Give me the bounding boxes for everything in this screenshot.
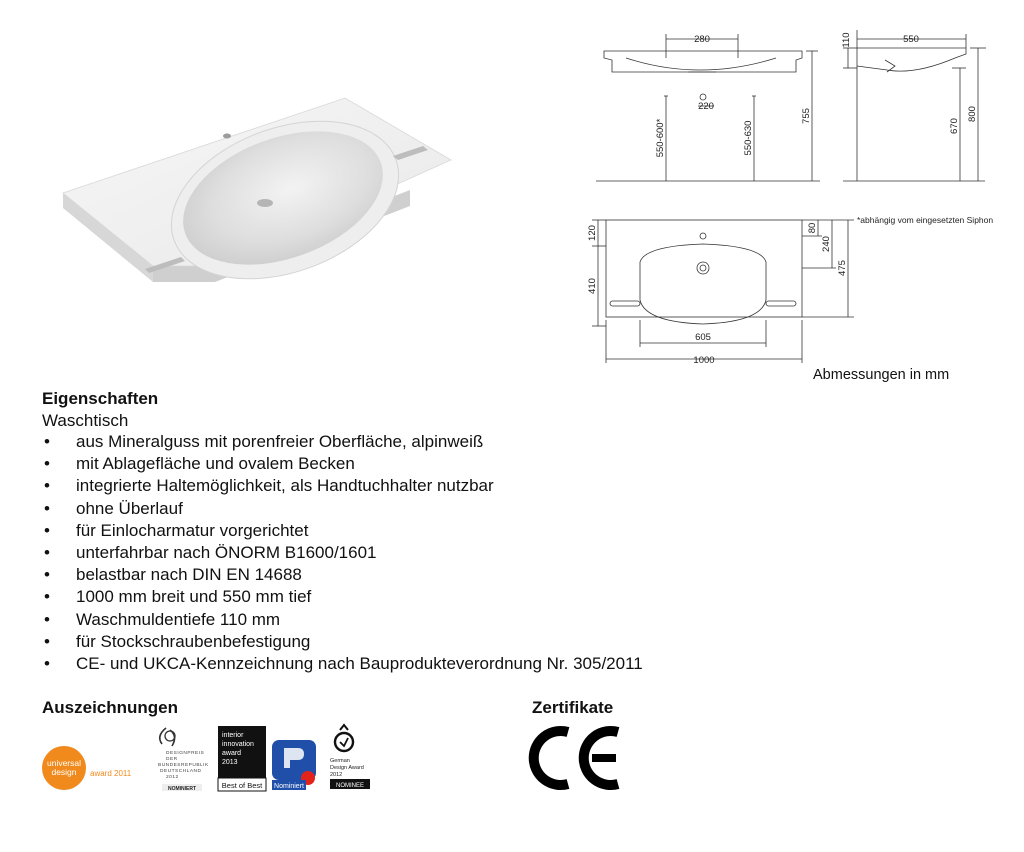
list-item: • unterfahrbar nach ÖNORM B1600/1601 [42, 542, 643, 564]
certificates-heading: Zertifikate [532, 698, 614, 717]
ii-line: interior [222, 732, 244, 739]
dp-line: DER [166, 757, 178, 762]
gda-status: NOMINEE [335, 783, 365, 789]
properties-list [42, 431, 643, 675]
dimensions-caption: Abmessungen in mm [813, 367, 950, 383]
product-photo [55, 60, 455, 300]
drawing-footnote: *abhängig vom eingesetzten Siphon [857, 215, 994, 225]
dim-755: 755 [801, 108, 812, 124]
dim-280: 280 [694, 34, 710, 45]
dim-605: 605 [695, 332, 711, 343]
dim-550-600: 550-600* [655, 118, 666, 158]
dim-550-630: 550-630 [743, 120, 754, 156]
properties-heading: Eigenschaften [42, 389, 159, 408]
dim-1000: 1000 [693, 355, 715, 366]
designpreis-logo [152, 724, 214, 794]
gda-line: 2012 [330, 772, 343, 778]
plusx-label: Nominiert [274, 783, 304, 790]
dim-120: 120 [587, 225, 598, 241]
dp-line: BUNDESREPUBLIK [158, 763, 209, 768]
dim-550-top: 550 [903, 34, 919, 45]
list-item: • für Einlocharmatur vorgerichtet [42, 520, 643, 542]
dp-status: NOMINIERT [167, 786, 197, 792]
dim-110: 110 [841, 32, 852, 48]
ii-line: award [222, 750, 242, 757]
dim-670: 670 [949, 118, 960, 134]
ce-mark-logo [530, 724, 626, 792]
dim-800: 800 [967, 106, 978, 122]
list-item: • 1000 mm breit und 550 mm tief [42, 586, 643, 608]
list-item: • mit Ablagefläche und ovalem Becken [42, 453, 643, 475]
ud-line2: design [51, 767, 77, 777]
dim-475: 475 [837, 260, 848, 276]
interior-innovation-award-logo [218, 726, 266, 792]
ii-line: innovation [222, 741, 254, 748]
gda-line: German [330, 758, 350, 764]
dp-line: DEUTSCHLAND [160, 769, 202, 774]
list-item: • aus Mineralguss mit porenfreier Oberfläche, alpinweiß [42, 431, 643, 453]
list-item: • integrierte Haltemöglichkeit, als Handtuchhalter nutzbar [42, 475, 643, 497]
list-item: • für Stockschraubenbefestigung [42, 631, 643, 653]
dp-line: 2012 [166, 775, 179, 780]
dim-80: 80 [807, 222, 818, 234]
universal-design-award-logo [42, 746, 142, 792]
ud-line1: universal [46, 758, 82, 768]
awards-heading: Auszeichnungen [42, 698, 179, 717]
german-design-award-logo [328, 724, 374, 792]
properties-subtitle: Waschtisch [42, 411, 129, 430]
dim-240: 240 [821, 236, 832, 252]
gda-line: Design Award [330, 765, 364, 771]
ii-footer: Best of Best [221, 781, 263, 790]
ii-line: 2013 [222, 759, 238, 766]
list-item: • belastbar nach DIN EN 14688 [42, 564, 643, 586]
list-item: • Waschmuldentiefe 110 mm [42, 609, 643, 631]
dim-410: 410 [587, 278, 598, 294]
dp-line: DESIGNPREIS [166, 751, 205, 756]
ud-line3: award 2011 [90, 769, 132, 778]
list-item: • CE- und UKCA-Kennzeichnung nach Bauprodukteverordnung Nr. 305/2011 [42, 653, 643, 675]
list-item: • ohne Überlauf [42, 498, 643, 520]
technical-drawing [587, 18, 1020, 368]
plus-x-award-logo [270, 738, 320, 792]
dim-220: 220 [698, 101, 714, 112]
